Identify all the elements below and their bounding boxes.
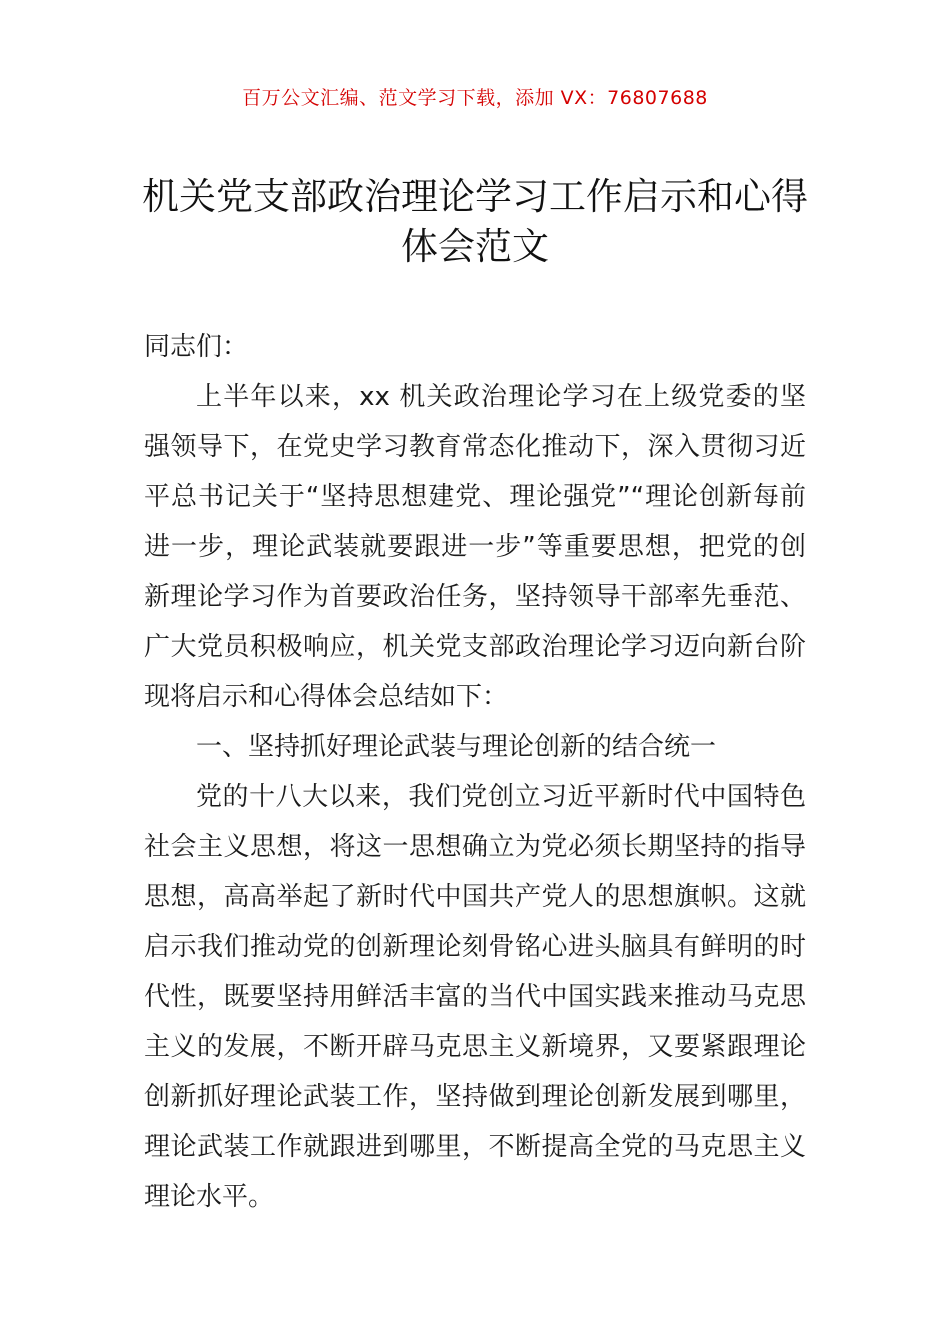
header-note: 百万公文汇编、范文学习下载，添加 VX：76807688 xyxy=(242,87,708,109)
salutation: 同志们： xyxy=(144,332,249,362)
document-title: 机关党支部政治理论学习工作启示和心得体会范文 xyxy=(142,175,808,268)
section-heading-1: 一、坚持抓好理论武装与理论创新的结合统一 xyxy=(196,732,717,762)
document-body xyxy=(144,322,806,1222)
paragraph-section-1: 党的十八大以来，我们党创立习近平新时代中国特色社会主义思想，将这一思想确立为党必须长期坚持的指导思想，高高举起了新时代中国共产党人的思想旗帜。这就启示我们推动党的创新理论刻骨铭心进头脑具有鲜明的时代性，既要坚持用鲜活丰富的当代中国实践来推动马克思主义的发展，不断开辟马克思主义新境界，又要紧跟理论创新抓好理论武装工作，坚持做到理论创新发展到哪里，理论武装工作就跟进到哪里，不断提高全党的马克思主义理论水平。 xyxy=(144,782,806,1212)
paragraph-intro: 上半年以来，xx 机关政治理论学习在上级党委的坚强领导下，在党史学习教育常态化推动下，深入贯彻习近平总书记关于“坚持思想建党、理论强党”“理论创新每前进一步，理论武装就要跟进一步”等重要思想，把党的创新理论学习作为首要政治任务，坚持领导干部率先垂范、广大党员积极响应，机关党支部政治理论学习迈向新台阶现将启示和心得体会总结如下： xyxy=(144,382,806,712)
